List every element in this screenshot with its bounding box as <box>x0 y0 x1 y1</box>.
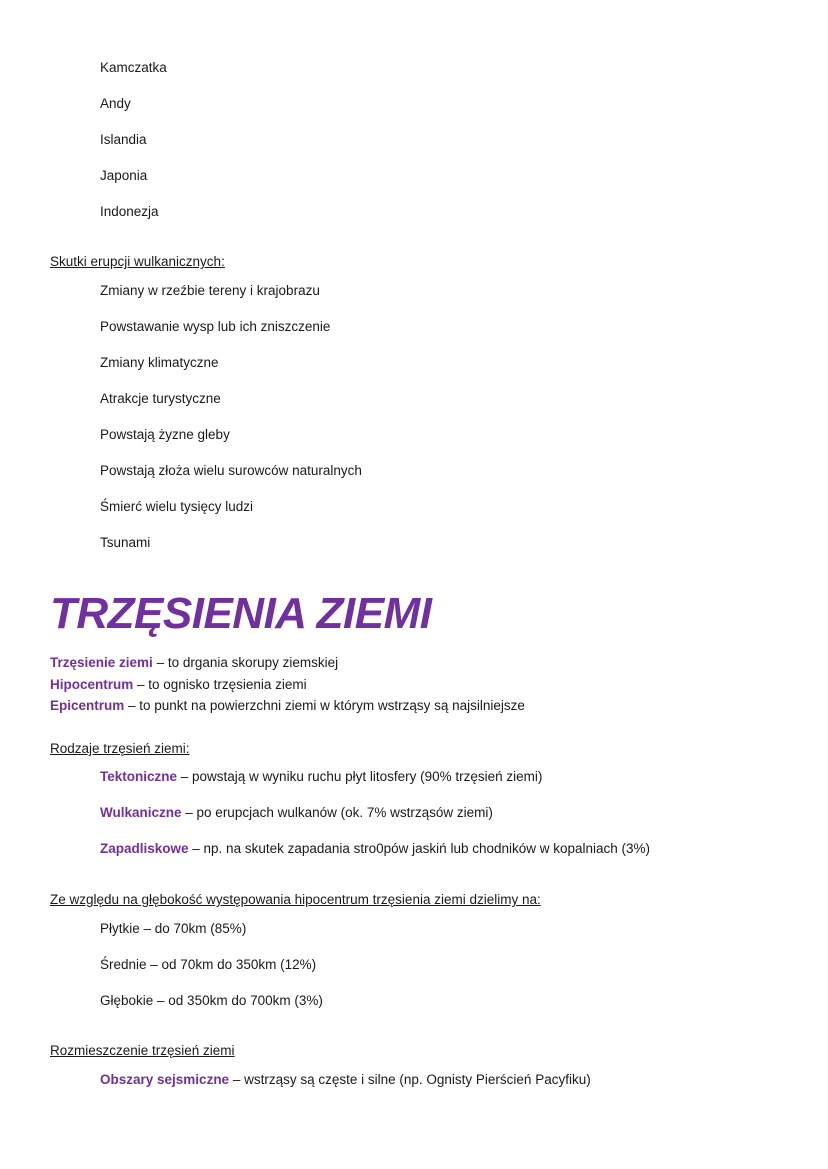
list-item: Tsunami <box>100 535 151 550</box>
list-item: Powstają żyzne gleby <box>100 427 230 442</box>
definition-term: Trzęsienie ziemi <box>50 655 153 670</box>
definition-line <box>50 676 307 694</box>
type-term: Zapadliskowe <box>100 841 189 856</box>
types-heading: Rodzaje trzęsień ziemi: <box>50 741 190 756</box>
list-item: Głębokie – od 350km do 700km (3%) <box>100 993 323 1008</box>
list-item: Zmiany w rzeźbie tereny i krajobrazu <box>100 283 320 298</box>
definition-term: Hipocentrum <box>50 677 134 692</box>
list-item: Zmiany klimatyczne <box>100 355 219 370</box>
distribution-heading: Rozmieszczenie trzęsień ziemi <box>50 1043 235 1058</box>
list-item <box>100 768 542 786</box>
type-text: – np. na skutek zapadania stro0pów jaskiń lub chodników w kopalniach (3%) <box>188 841 651 856</box>
definition-line <box>50 697 525 715</box>
list-item: Japonia <box>100 168 148 183</box>
list-item: Andy <box>100 96 131 111</box>
list-item: Płytkie – do 70km (85%) <box>100 921 247 936</box>
list-item: Kamczatka <box>100 60 167 75</box>
depth-heading: Ze względu na głębokość występowania hipocentrum trzęsienia ziemi dzielimy na: <box>50 892 541 907</box>
distribution-term: Obszary sejsmiczne <box>100 1072 230 1087</box>
type-term: Tektoniczne <box>100 769 178 784</box>
list-item: Atrakcje turystyczne <box>100 391 221 406</box>
list-item: Powstawanie wysp lub ich zniszczenie <box>100 319 331 334</box>
definition-text: – to punkt na powierzchni ziemi w którym wstrząsy są najsilniejsze <box>124 698 525 713</box>
list-item: Indonezja <box>100 204 159 219</box>
list-item: Islandia <box>100 132 147 147</box>
definition-text: – to drgania skorupy ziemskiej <box>152 655 339 670</box>
type-text: – powstają w wyniku ruchu płyt litosfery (90% trzęsień ziemi) <box>177 769 543 784</box>
list-item: Średnie – od 70km do 350km (12%) <box>100 957 317 972</box>
list-item <box>100 1071 591 1089</box>
definition-term: Epicentrum <box>50 698 125 713</box>
type-term: Wulkaniczne <box>100 805 182 820</box>
list-item: Powstają złoża wielu surowców naturalnych <box>100 463 362 478</box>
list-item: Śmierć wielu tysięcy ludzi <box>100 499 254 514</box>
list-item <box>100 840 650 858</box>
definition-line <box>50 654 338 672</box>
type-text: – po erupcjach wulkanów (ok. 7% wstrząsów ziemi) <box>181 805 493 820</box>
list-item <box>100 804 493 822</box>
definition-text: – to ognisko trzęsienia ziemi <box>133 677 307 692</box>
distribution-text: – wstrząsy są częste i silne (np. Ognisty Pierścień Pacyfiku) <box>229 1072 591 1087</box>
effects-heading: Skutki erupcji wulkanicznych: <box>50 254 225 269</box>
section-title: TRZĘSIENIA ZIEMI <box>50 589 432 638</box>
